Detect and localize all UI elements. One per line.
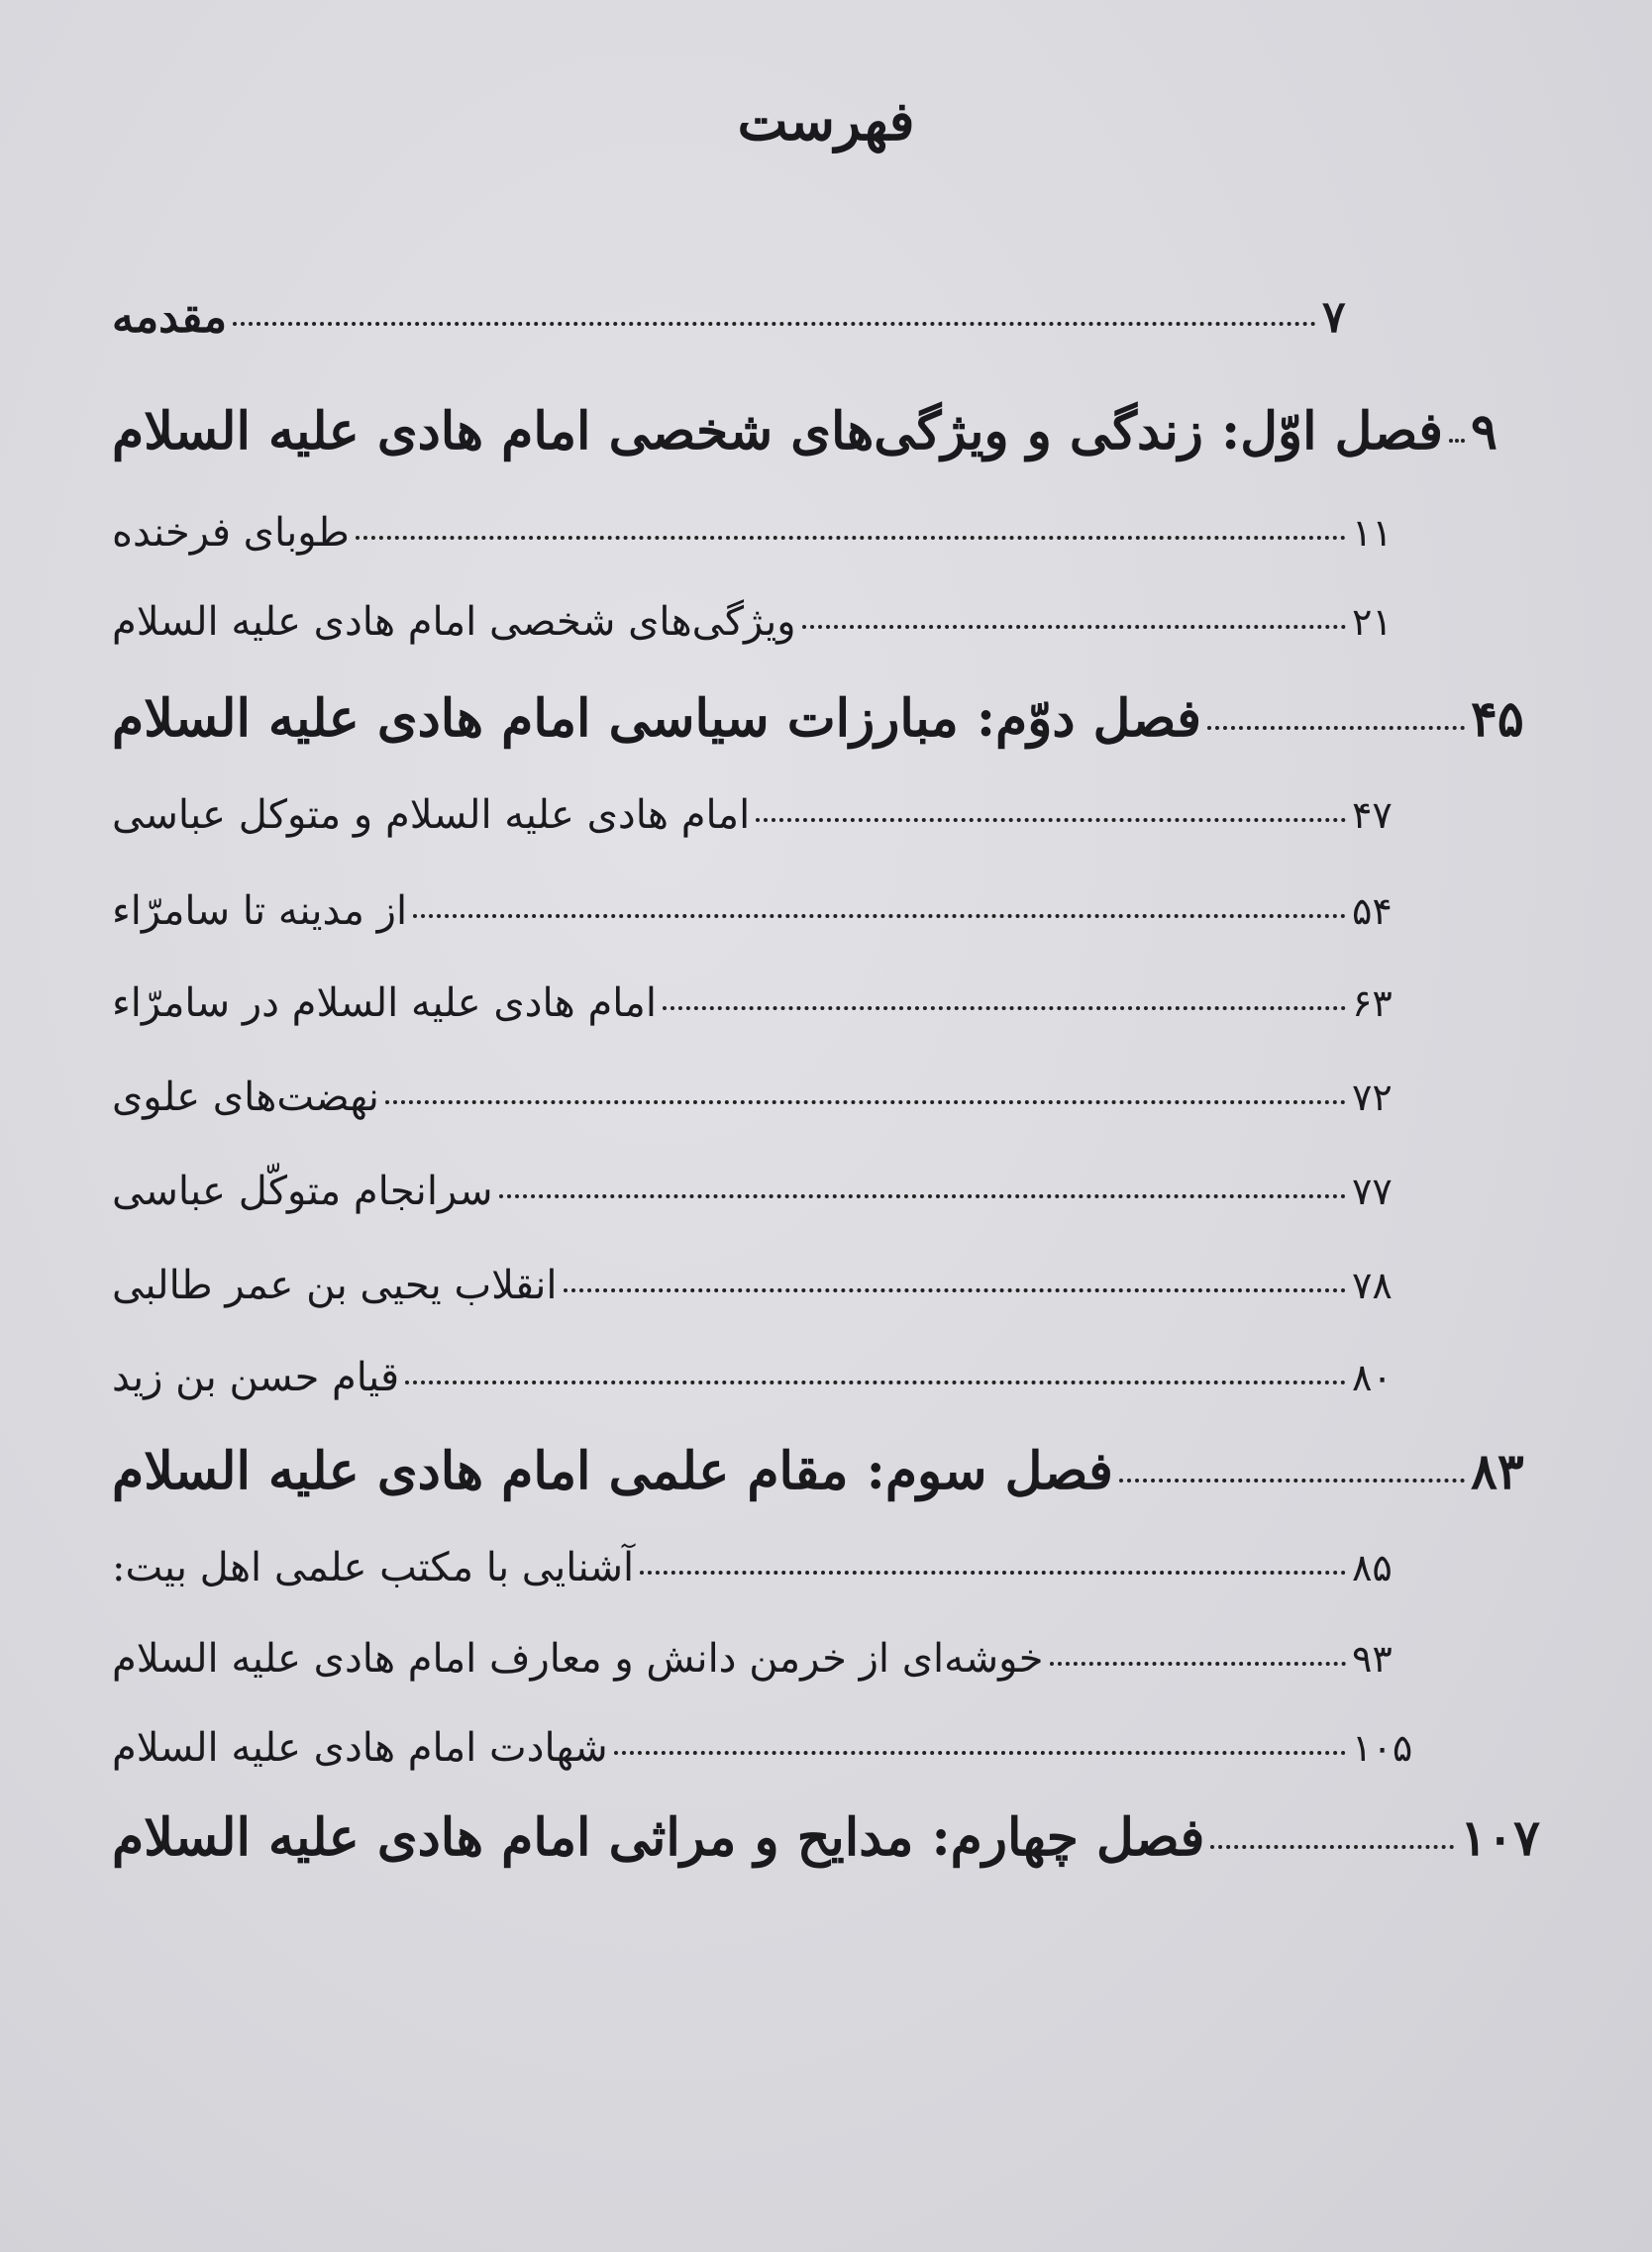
toc-entry-section — [104, 1355, 1421, 1400]
toc-page-number: ۱۰۷ — [1460, 1808, 1540, 1867]
toc-entry-section — [104, 1636, 1421, 1682]
toc-entry-section — [104, 510, 1421, 556]
toc-entry-label: از مدینه تا سامرّاء — [112, 888, 408, 934]
dot-leader — [1050, 1661, 1346, 1666]
toc-page-number: ۱۱ — [1352, 511, 1393, 555]
toc-entry-section — [104, 792, 1421, 838]
toc-page-number: ۶۳ — [1352, 981, 1393, 1025]
toc-entry-label: شهادت امام هادی علیه السلام — [112, 1725, 608, 1771]
dot-leader — [385, 1099, 1346, 1104]
toc-entry-label: فصل سوم: مقام علمی امام هادی علیه السلام — [112, 1441, 1113, 1501]
dot-leader — [663, 1005, 1346, 1010]
toc-entry-chapter-1 — [104, 401, 1540, 461]
toc-page-number: ۸۳ — [1471, 1442, 1524, 1500]
toc-entry-section — [104, 1263, 1421, 1308]
toc-page-number: ۴۵ — [1471, 689, 1524, 748]
dot-leader — [356, 535, 1346, 540]
toc-page-number: ۲۱ — [1352, 600, 1393, 644]
toc-entry-label: ویژگی‌های شخصی امام هادی علیه السلام — [112, 599, 796, 645]
toc-entry-chapter-3 — [104, 1441, 1540, 1501]
toc-entry-section — [104, 599, 1421, 645]
toc-page-number: ۹۳ — [1352, 1637, 1393, 1681]
toc-page-number: ۸۰ — [1352, 1356, 1393, 1399]
page-title: فهرست — [737, 89, 915, 153]
toc-entry-label: امام هادی علیه السلام در سامرّاء — [112, 980, 657, 1026]
toc-entry-section — [104, 1169, 1421, 1214]
dot-leader — [413, 913, 1346, 918]
toc-page-number: ۷۲ — [1352, 1075, 1393, 1119]
toc-entry-label: آشنایی با مکتب علمی اهل بیت: — [112, 1545, 635, 1590]
toc-entry-label: امام هادی علیه السلام و متوکل عباسی — [112, 792, 751, 838]
toc-entry-intro — [104, 292, 1392, 343]
toc-entry-label: قیام حسن بن زید — [112, 1355, 400, 1400]
dot-leader — [756, 817, 1346, 822]
toc-page-number: ۸۵ — [1352, 1546, 1393, 1589]
dot-leader — [1449, 438, 1465, 443]
toc-entry-label: فصل چهارم: مدایح و مراثی امام هادی علیه السلام — [112, 1807, 1205, 1868]
toc-entry-section — [104, 1075, 1421, 1120]
toc-entry-chapter-2 — [104, 688, 1540, 749]
toc-page-number: ۱۰۵ — [1352, 1726, 1413, 1770]
toc-page-number: ۴۷ — [1352, 793, 1393, 837]
toc-entry-label: انقلاب یحیی بن عمر طالبی — [112, 1263, 558, 1308]
dot-leader — [1210, 1844, 1454, 1849]
toc-entry-label: خوشه‌ای از خرمن دانش و معارف امام هادی علیه السلام — [112, 1636, 1044, 1682]
toc-entry-label: فصل دوّم: مبارزات سیاسی امام هادی علیه السلام — [112, 688, 1201, 749]
toc-entry-section — [104, 888, 1421, 934]
dot-leader — [1119, 1478, 1465, 1483]
dot-leader — [499, 1193, 1346, 1198]
dot-leader — [233, 321, 1316, 326]
dot-leader — [564, 1287, 1347, 1292]
toc-entry-section — [104, 1725, 1421, 1771]
toc-entry-label: نهضت‌های علوی — [112, 1075, 379, 1120]
toc-page-number: ۵۴ — [1352, 889, 1393, 933]
dot-leader — [405, 1380, 1346, 1384]
toc-entry-label: طوبای فرخنده — [112, 510, 350, 556]
toc-entry-label: فصل اوّل: زندگی و ویژگی‌های شخصی امام هادی علیه السلام — [112, 401, 1443, 461]
dot-leader — [802, 624, 1346, 629]
dot-leader — [1207, 725, 1465, 730]
toc-entry-label: سرانجام متوکّل عباسی — [112, 1169, 493, 1214]
toc-entry-chapter-4 — [104, 1807, 1540, 1868]
dot-leader — [614, 1750, 1346, 1755]
dot-leader — [640, 1570, 1346, 1575]
toc-page-number: ۷۸ — [1352, 1264, 1393, 1307]
toc-entry-section — [104, 980, 1421, 1026]
toc-page-number: ۹ — [1471, 402, 1497, 461]
toc-page-number: ۷ — [1322, 292, 1346, 343]
toc-entry-label: مقدمه — [112, 292, 228, 343]
toc-page-number: ۷۷ — [1352, 1170, 1393, 1213]
toc-entry-section — [104, 1545, 1421, 1590]
